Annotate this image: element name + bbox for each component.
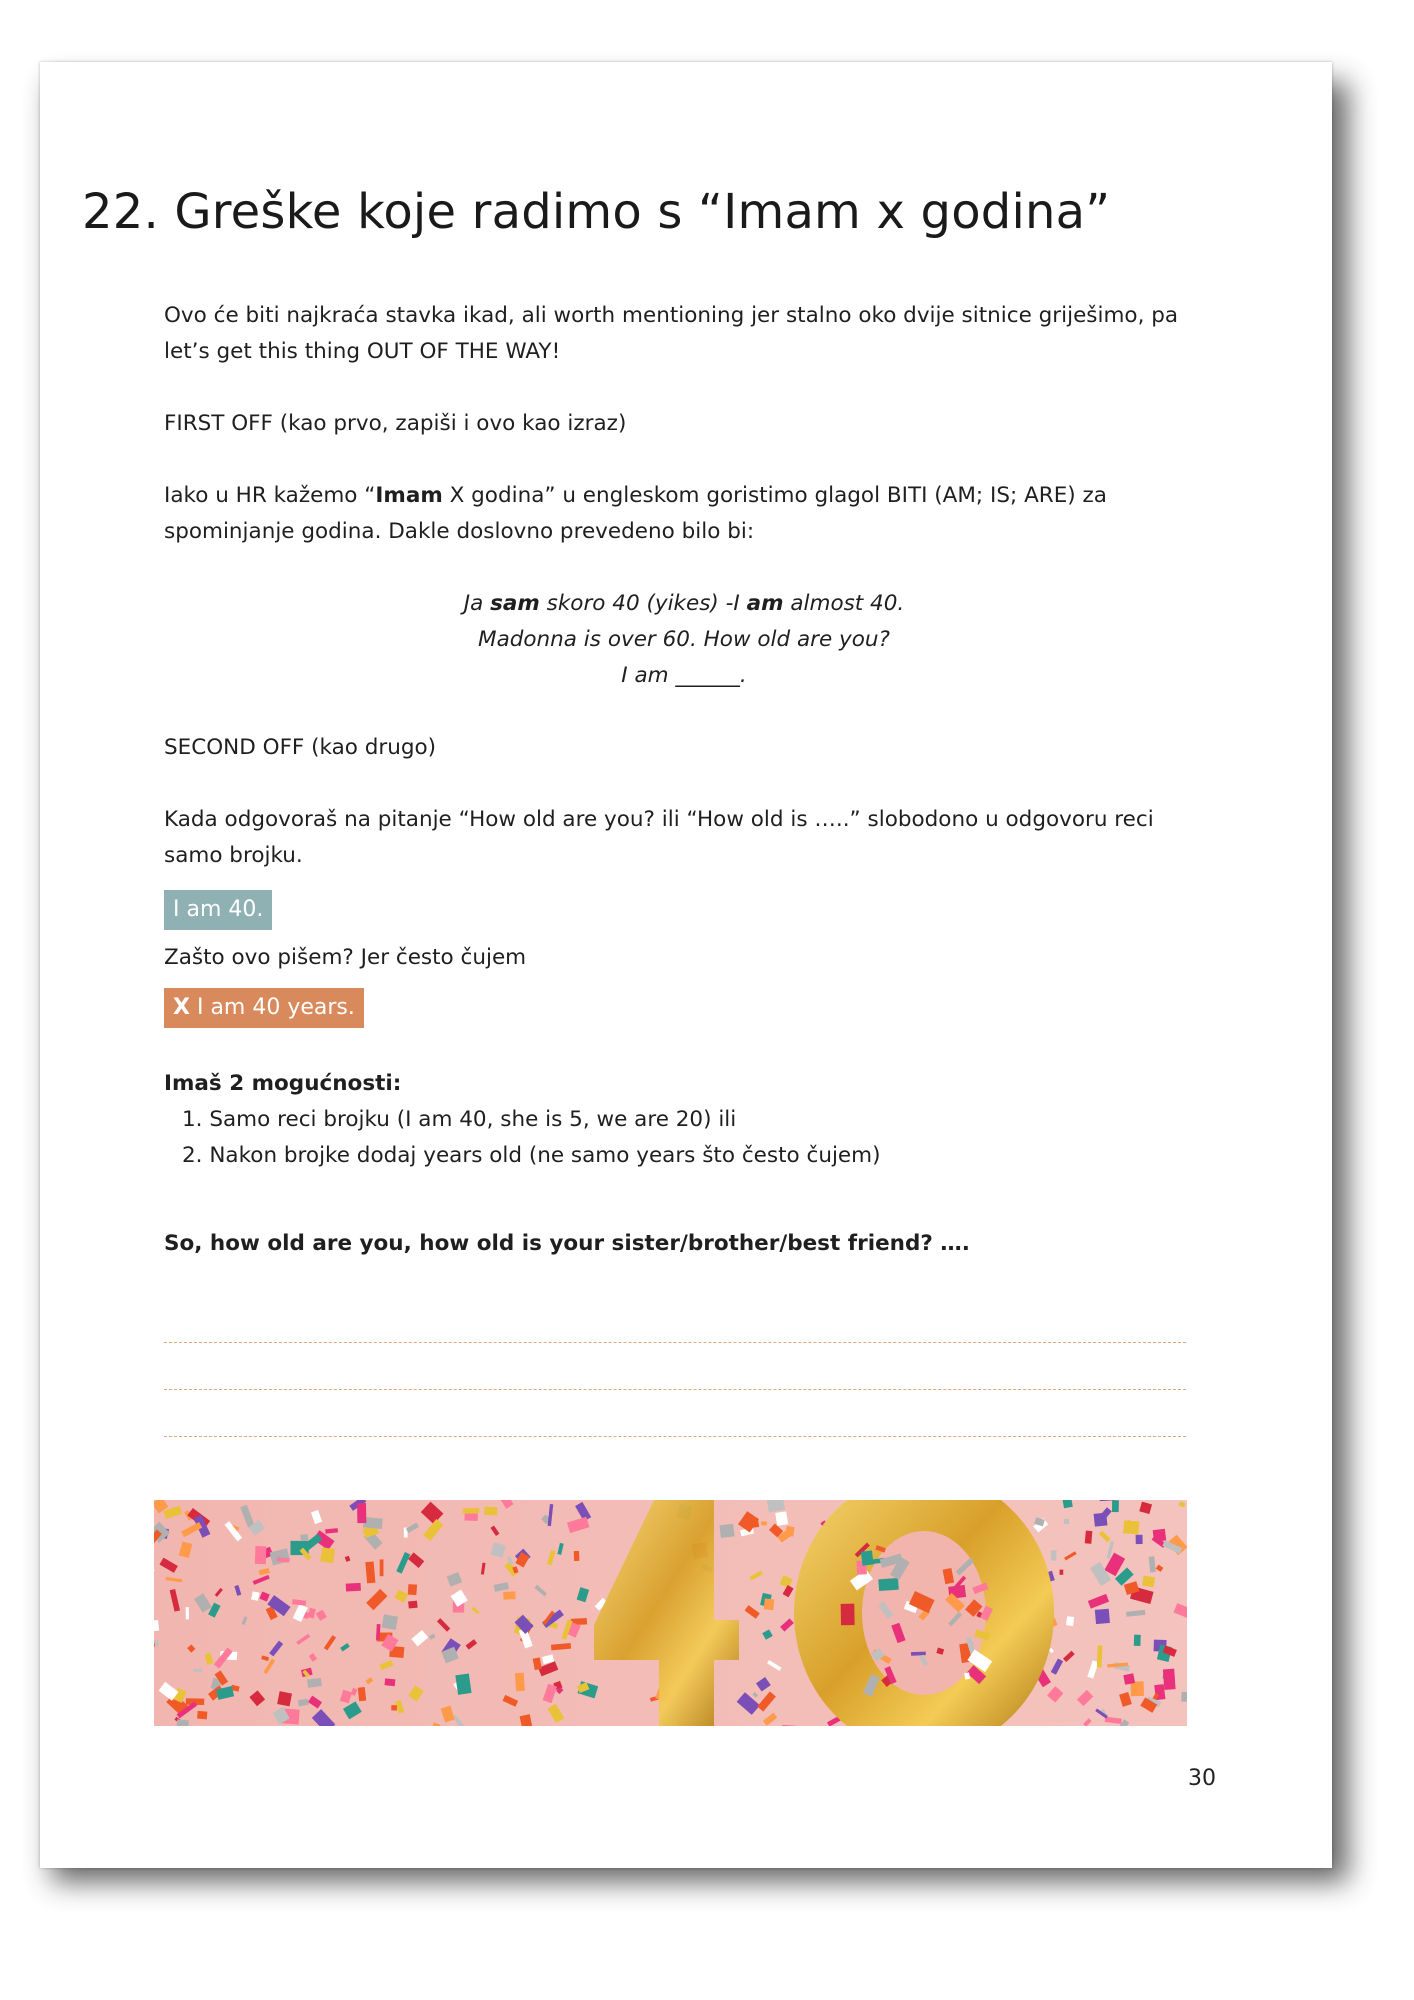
confetti-piece (911, 1652, 926, 1656)
confetti-piece (463, 1508, 480, 1514)
banner-illustration (154, 1500, 1187, 1726)
confetti-piece (186, 1607, 189, 1619)
page-title: 22. Greške koje radimo s “Imam x godina” (82, 184, 1111, 240)
confetti-piece (761, 1521, 767, 1525)
first-off-paragraph: FIRST OFF (kao prvo, zapiši i ovo kao izraz) (164, 411, 627, 436)
confetti-piece (861, 1550, 874, 1565)
confetti-piece (515, 1673, 525, 1692)
confetti-piece (300, 1534, 308, 1541)
options-heading: Imaš 2 mogućnosti: (164, 1071, 402, 1096)
options-list (164, 1102, 1204, 1174)
confetti-piece (503, 1591, 515, 1599)
confetti-piece (382, 1614, 398, 1630)
confetti-piece (1085, 1531, 1093, 1544)
confetti-piece (307, 1678, 322, 1688)
confetti-piece (775, 1511, 788, 1526)
confetti-piece (1136, 1535, 1143, 1544)
confetti-piece (391, 1705, 397, 1710)
page-number: 30 (1188, 1766, 1216, 1791)
example-line-1: Ja sam skoro 40 (yikes) -I am almost 40. (463, 591, 905, 616)
explanation-text: Iako u HR kažemo “ (164, 483, 376, 508)
confetti-piece (484, 1507, 497, 1516)
confetti-piece (384, 1678, 395, 1686)
example-line-2: Madonna is over 60. How old are you? (478, 627, 890, 652)
confetti-piece (1064, 1519, 1070, 1525)
examples-block (164, 586, 1204, 694)
confetti-piece (408, 1584, 417, 1595)
confetti-piece (1130, 1681, 1144, 1696)
correct-example-tag: I am 40. (164, 890, 272, 930)
confetti-piece (1094, 1513, 1108, 1527)
confetti-piece (320, 1547, 335, 1563)
explanation-text-end: X godina” u engleskom goristimo glagol BITI (AM; IS; ARE) za spominjanje godina. Dakle doslovno prevedeno bilo bi: (164, 483, 1107, 544)
confetti-piece (1181, 1692, 1187, 1703)
confetti-piece (197, 1711, 207, 1720)
confetti-piece (408, 1601, 418, 1609)
confetti-piece (455, 1673, 471, 1694)
answer-line[interactable] (164, 1389, 1186, 1390)
confetti-piece (1112, 1500, 1119, 1512)
second-off-paragraph: SECOND OFF (kao drugo) (164, 735, 437, 760)
list-item: 1. Samo reci brojku (I am 40, she is 5, we are 20) ili (182, 1107, 737, 1132)
confetti-piece (1123, 1520, 1139, 1534)
confetti-piece (1142, 1575, 1155, 1587)
confetti-piece (1051, 1550, 1057, 1560)
answer-line[interactable] (164, 1342, 1186, 1343)
confetti-piece (1134, 1635, 1141, 1646)
confetti-piece (255, 1546, 267, 1564)
list-item: 2. Nakon brojke dodaj years old (ne samo years što često čujem) (182, 1143, 881, 1168)
confetti-piece (193, 1669, 202, 1673)
confetti-piece (358, 1687, 366, 1701)
explanation-bold: Imam (375, 483, 443, 508)
confetti-piece (574, 1551, 580, 1561)
confetti-piece (1123, 1673, 1135, 1684)
confetti-piece (1066, 1616, 1074, 1626)
confetti-piece (1095, 1609, 1110, 1624)
confetti-piece (346, 1583, 361, 1592)
confetti-piece (1059, 1570, 1063, 1575)
confetti-piece (764, 1599, 774, 1611)
confetti-piece (1163, 1669, 1176, 1690)
wrong-x-mark: X (173, 995, 190, 1020)
confetti-piece (719, 1524, 734, 1538)
explanation-paragraph (164, 478, 1204, 550)
confetti-piece (1097, 1645, 1103, 1667)
confetti-piece (464, 1513, 478, 1521)
answer-lines (164, 1342, 1186, 1483)
document-page (40, 62, 1332, 1868)
answer-paragraph: Kada odgovoraš na pitanje “How old are you? ili “How old is …..” slobodono u odgovoru reci samo brojku. (164, 807, 1154, 868)
confetti-piece (1153, 1529, 1167, 1542)
answer-line[interactable] (164, 1436, 1186, 1437)
confetti-piece (878, 1578, 899, 1591)
page-body (164, 298, 1204, 1298)
confetti-piece (357, 1503, 366, 1523)
intro-paragraph: Ovo će biti najkraća stavka ikad, ali worth mentioning jer stalno oko dvije sitnice griješimo, pa let’s get this thing OUT OF THE WAY! (164, 303, 1179, 364)
question-prompt: So, how old are you, how old is your sister/brother/best friend? …. (164, 1231, 970, 1256)
confetti-piece (380, 1559, 384, 1576)
confetti-piece (277, 1691, 292, 1706)
example-line-3: I am ______. (621, 663, 747, 688)
confetti-piece (841, 1604, 855, 1626)
wrong-example-tag: X I am 40 years. (164, 988, 364, 1028)
why-paragraph: Zašto ovo pišem? Jer često čujem (164, 945, 527, 970)
confetti-balloons-banner (154, 1500, 1187, 1726)
